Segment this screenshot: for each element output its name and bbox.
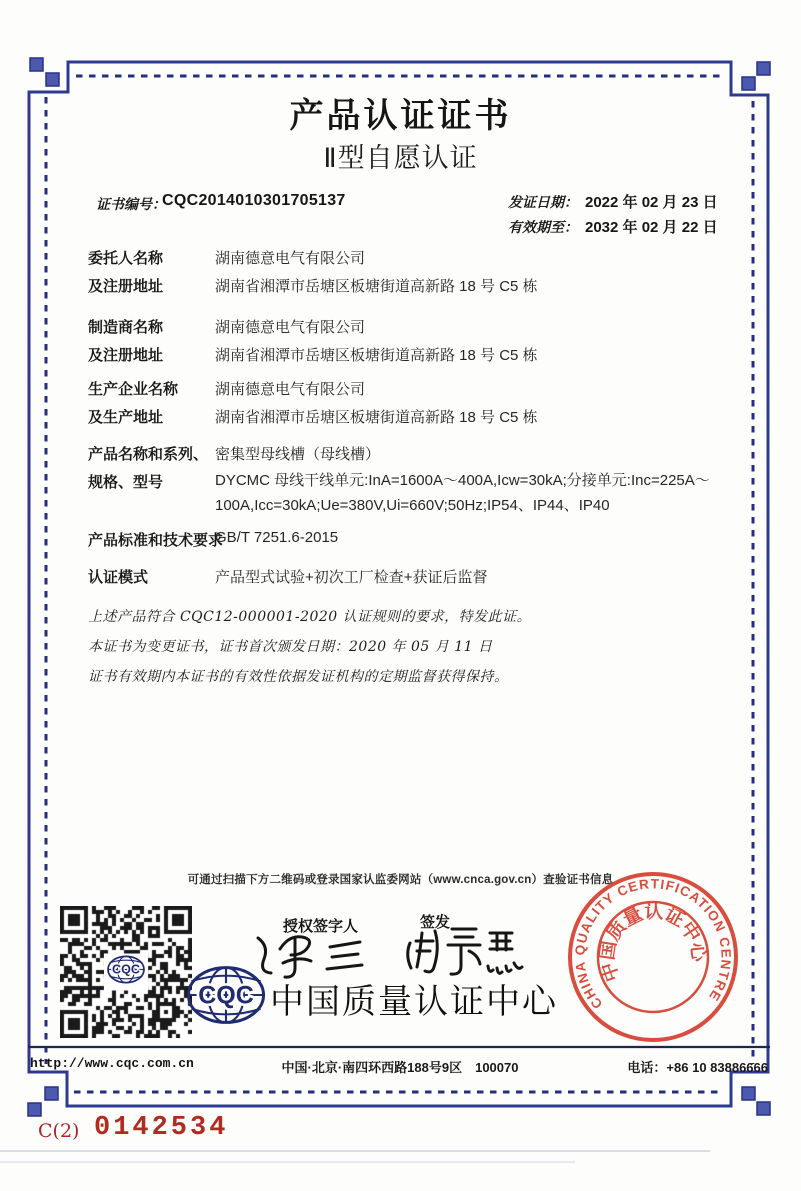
consignor-name-label: 委托人名称 [88,250,164,267]
seal-inner-text: 中国质量认证中心 [597,901,709,985]
footer-phone: 电话：+86 10 83886666 [627,1060,768,1075]
issue-date: 2022 年 02 月 23 日 [585,194,718,211]
qr-code [60,906,192,1038]
authorized-signatory-label: 授权签字人 [283,918,359,935]
certificate-number-label: 证书编号： [96,197,166,213]
product-name: 密集型母线槽（母线槽） [215,446,381,463]
product-spec-line2: 100A,Icc=30kA;Ue=380V,Ui=660V;50Hz;IP54、IP44、IP40 [215,497,610,514]
certificate-number: CQC2014010301705137 [162,192,346,209]
page-title: 产品认证证书 [289,97,512,135]
issue-date-label: 发证日期： [508,195,578,211]
organization-name: 中国质量认证中心 [270,983,558,1021]
page-subtitle: Ⅱ型自愿认证 [323,143,478,173]
standard-value: GB/T 7251.6-2015 [215,529,339,546]
consignor-address-label: 及注册地址 [88,278,164,295]
manufacturer-address: 湖南省湘潭市岳塘区板塘街道高新路 18 号 C5 栋 [215,347,538,364]
producer-address: 湖南省湘潭市岳塘区板塘街道高新路 18 号 C5 栋 [215,409,538,426]
consignor-name: 湖南德意电气有限公司 [215,250,366,267]
statement-compliance: 上述产品符合 CQC12-000001-2020 认证规则的要求，特发此证。 [88,609,532,625]
product-name-label-line1: 产品名称和系列、 [88,446,209,463]
footer-website: http://www.cqc.com.cn [30,1056,194,1071]
qr-center-logo [104,954,148,991]
product-spec-line1: DYCMC 母线干线单元:InA=1600A～400A,Icw=30kA;分接单元:Inc=225A～ [215,472,710,489]
official-seal [564,868,742,1046]
cqc-logo-text: CQC [198,981,254,1010]
certification-mode-label: 认证模式 [88,569,149,586]
seal-outer-text: CHINA QUALITY CERTIFICATION CENTRE [572,876,734,1012]
producer-name: 湖南德意电气有限公司 [215,381,366,398]
manufacturer-address-label: 及注册地址 [88,347,164,364]
standard-label: 产品标准和技术要求 [88,532,224,549]
verification-note: 可通过扫描下方二维码或登录国家认监委网站（www.cnca.gov.cn）查验证书信息 [187,874,614,886]
consignor-address: 湖南省湘潭市岳塘区板塘街道高新路 18 号 C5 栋 [215,278,538,295]
serial-number: 0142534 [94,1113,229,1143]
manufacturer-name: 湖南德意电气有限公司 [215,319,366,336]
cqc-logo [184,964,268,1026]
cqc-globe-icon [106,955,146,985]
manufacturer-name-label: 制造商名称 [88,319,164,336]
valid-until-label: 有效期至： [508,220,578,236]
serial-prefix: C(2) [38,1120,80,1142]
valid-until: 2032 年 02 月 22 日 [585,219,718,236]
statement-change: 本证书为变更证书，证书首次颁发日期：2020 年 05 月 11 日 [88,639,493,655]
svg-text:中国质量认证中心 [596,901,710,985]
product-name-label-line2: 规格、型号 [88,474,164,491]
footer-address: 中国·北京·南四环西路188号9区 100070 [281,1060,519,1075]
statement-validity: 证书有效期内本证书的有效性依据发证机构的定期监督获得保持。 [88,669,509,685]
issuer-label: 签发 [420,914,451,931]
svg-text:CQC: CQC [112,962,140,977]
producer-name-label: 生产企业名称 [88,381,179,398]
certification-mode-value: 产品型式试验+初次工厂检查+获证后监督 [215,569,488,586]
producer-address-label: 及生产地址 [88,409,164,426]
